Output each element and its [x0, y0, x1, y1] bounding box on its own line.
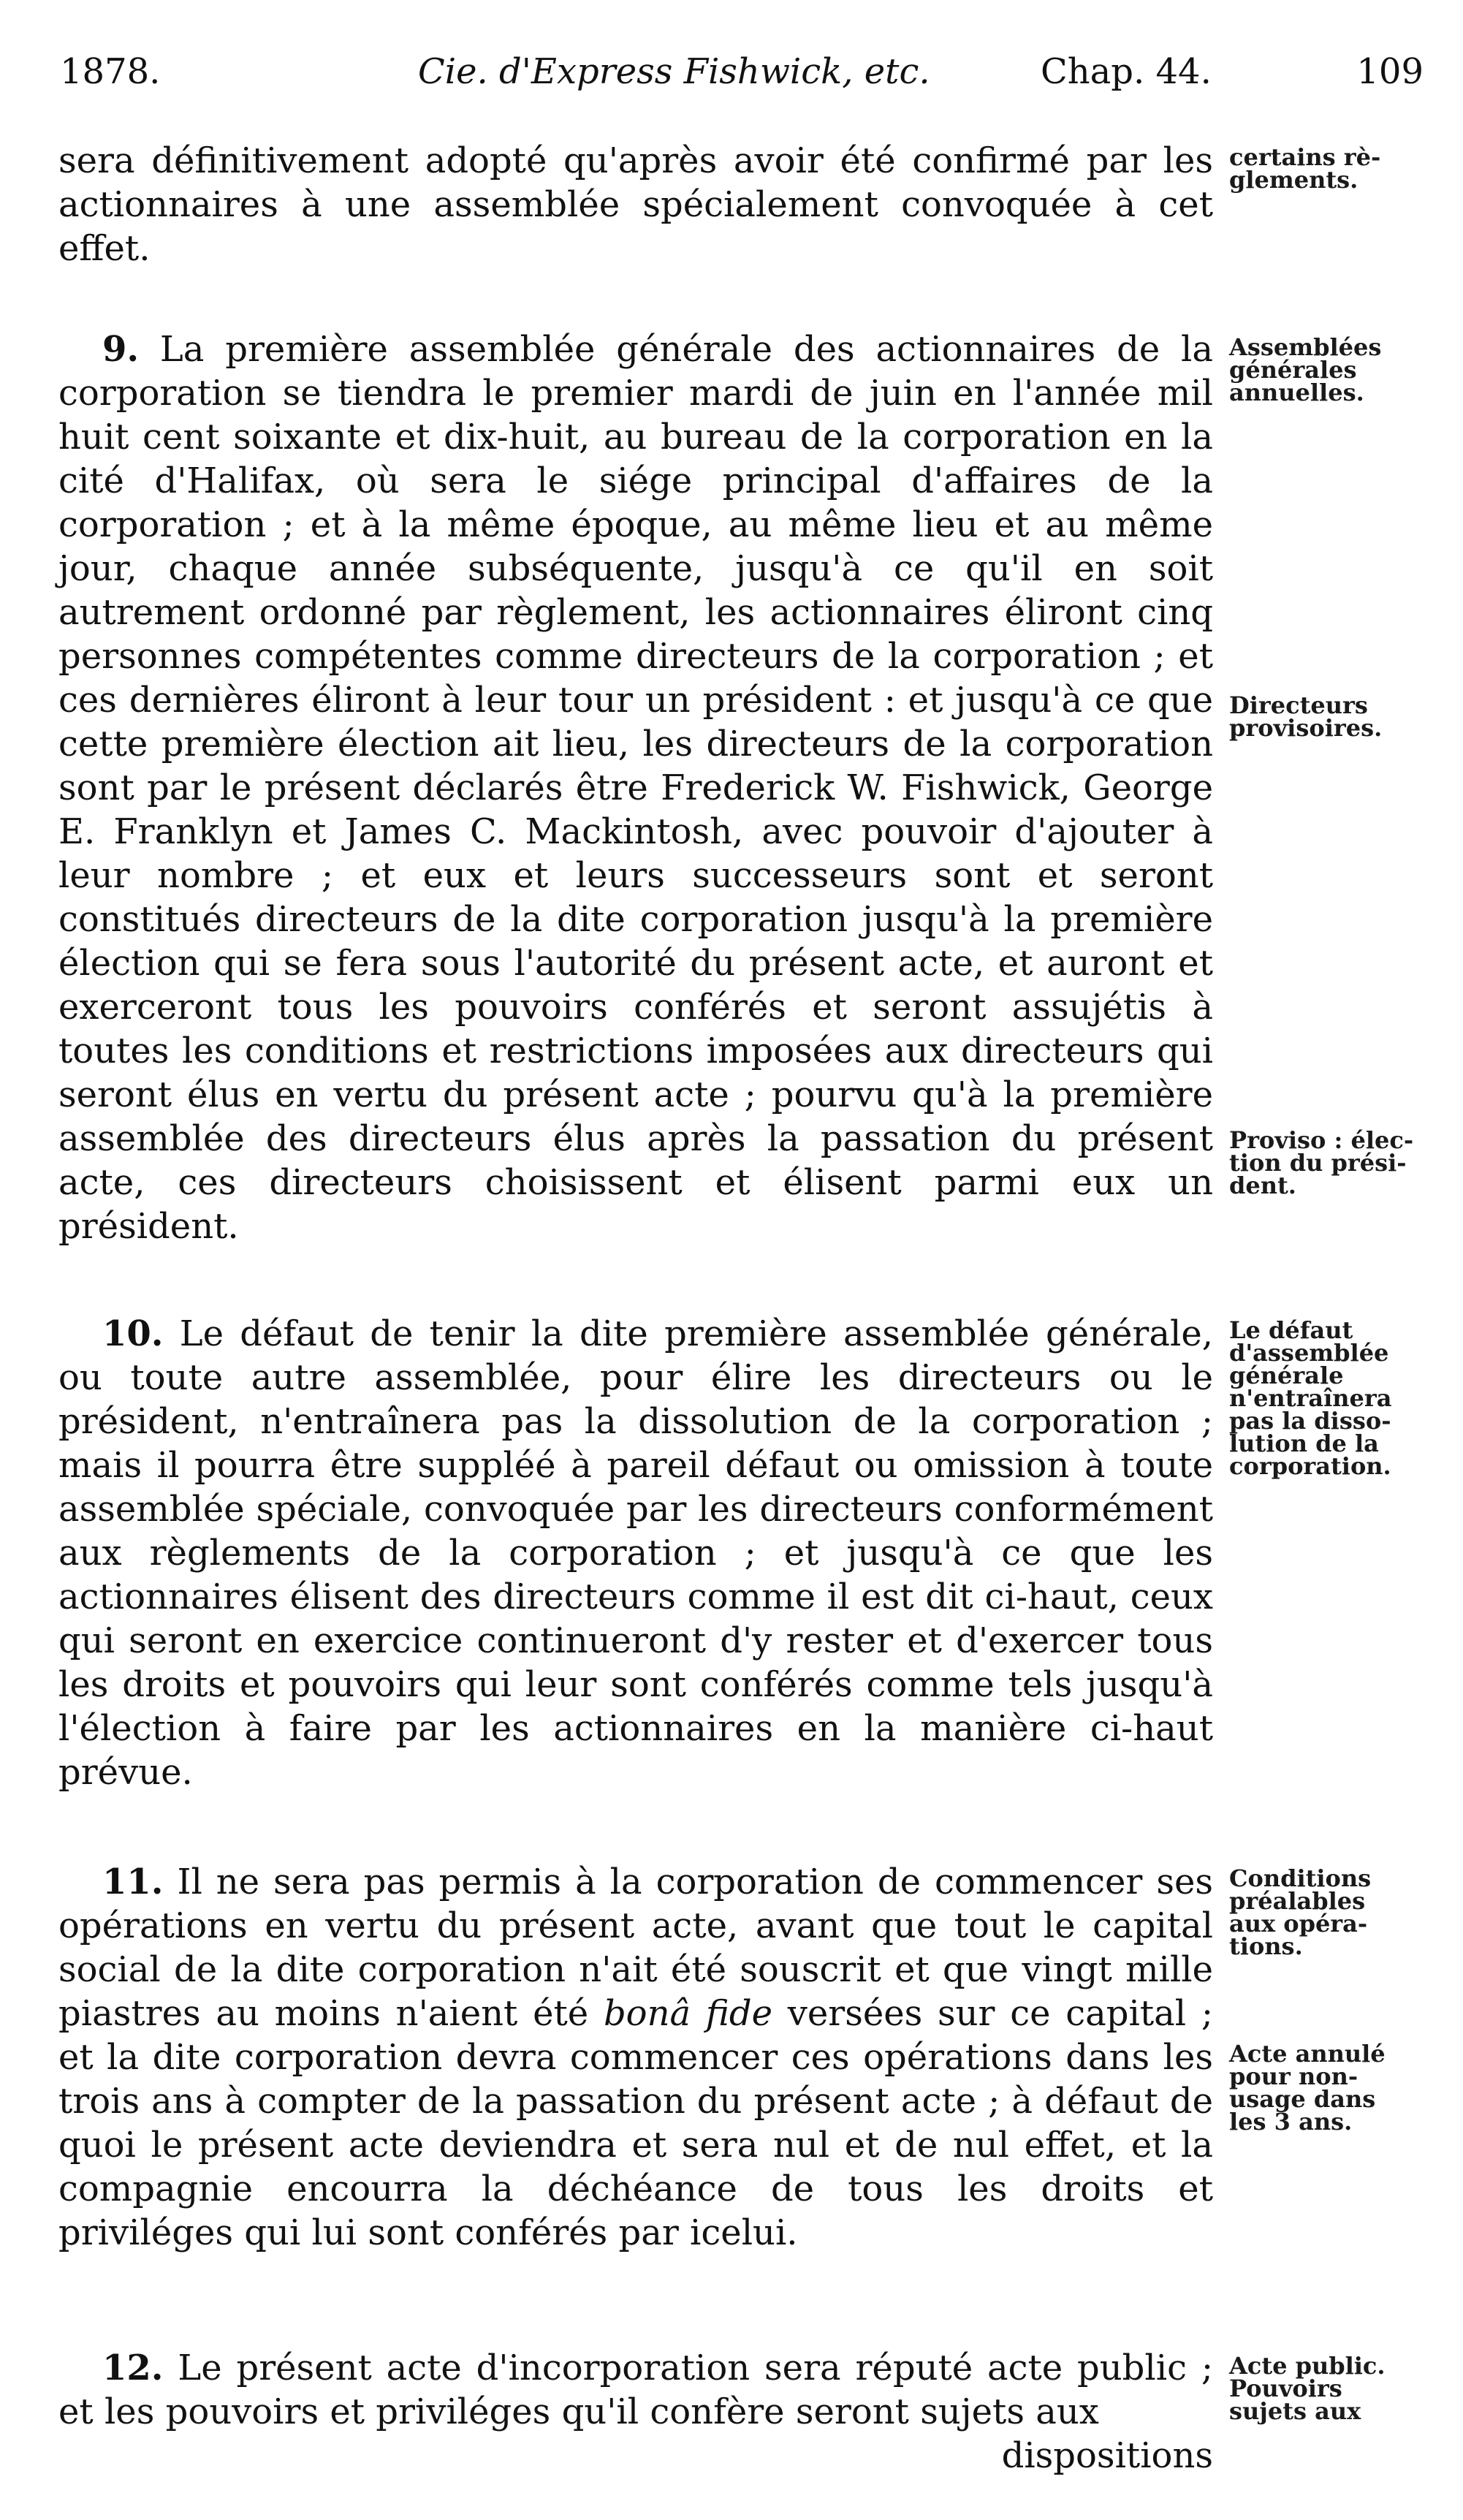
margin-note-directeurs: Directeurs provisoires. [1229, 691, 1383, 742]
section-9-text: La première assemblée générale des actionnaires de la corporation se tiendra le premier mardi de juin en l'année mil huit cent soixante et dix-huit, au bureau de la corporation en la cité d'Halifax, où sera le siége principal d'affaires de la corporation ; et à la même époque, au même lieu et au même jour, chaque année subséquente, jusqu'à ce qu'il en soit autrement ordonné par règlement, les actionnaires éliront cinq personnes compétentes comme directeurs de la corporation ; et ces dernières éliront à leur tour un président : et jusqu'à ce que cette première élection ait lieu, les directeurs de la corporation sont par le présent déclarés être Frederick W. Fishwick, George E. Franklyn et James C. Mackintosh, avec pouvoir d'ajouter à leur nombre ; et eux et leurs successeurs sont et seront constitués directeurs de la dite corporation jusqu'à la première élection qui se fera sous l'autorité du présent acte, et auront et exerceront tous les pouvoirs conférés et seront assujétis à toutes les conditions et restrictions imposées aux directeurs qui seront élus en vertu du présent acte ; pourvu qu'à la première assemblée des directeurs élus après la passation du présent acte, ces directeurs choisissent et élisent parmi eux un président. [58, 329, 1213, 1247]
section-11-number: 11. [102, 1861, 164, 1902]
header-page-number: 109 [1356, 51, 1424, 92]
margin-note-assemblees: Assemblées générales annuelles. [1229, 333, 1382, 406]
section-11 [58, 1860, 1213, 2255]
header-title: Cie. d'Express Fishwick, etc. [418, 51, 930, 92]
section-10 [58, 1312, 1213, 1794]
margin-note-acte-public: Acte public. Pouvoirs sujets aux [1229, 2352, 1386, 2425]
section-12-text: Le présent acte d'incorporation sera réputé acte public ; et les pouvoirs et priviléges qu'il confère seront sujets aux [58, 2348, 1213, 2432]
paragraph-intro [58, 139, 1213, 270]
margin-note-acte-annule: Acte annulé pour non- usage dans les 3 ans. [1229, 2040, 1386, 2136]
section-11-italic: bonâ fide [603, 1993, 772, 2034]
section-11-text-b: versées sur ce capital ; et la dite corporation devra commencer ces opérations dans les trois ans à compter de la passation du présent acte ; à défaut de quoi le présent acte deviendra et sera nul et de nul effet, et la compagnie encourra la déchéance de tous les droits et priviléges qui lui sont conférés par icelui. [58, 1993, 1214, 2253]
margin-note-reglements: certains rè- glements. [1229, 143, 1381, 194]
section-10-text: Le défaut de tenir la dite première assemblée générale, ou toute autre assemblée, pour élire les directeurs ou le président, n'entraînera pas la dissolution de la corporation ; mais il pourra être suppléé à pareil défaut ou omission à toute assemblée spéciale, convoquée par les directeurs conformément aux règlements de la corporation ; et jusqu'à ce que les actionnaires élisent des directeurs comme il est dit ci-haut, ceux qui seront en exercice continueront d'y rester et d'exercer tous les droits et pouvoirs qui leur sont conférés comme tels jusqu'à l'élection à faire par les actionnaires en la manière ci-haut prévue. [58, 1313, 1213, 1793]
section-9 [58, 327, 1213, 1248]
margin-note-conditions: Conditions préalables aux opéra- tions. [1229, 1864, 1372, 1960]
paragraph-intro-text: sera définitivement adopté qu'après avoir été confirmé par les actionnaires à une assemblée spécialement convoquée à cet effet. [58, 140, 1213, 269]
section-10-number: 10. [102, 1313, 164, 1354]
section-11-text-a: Il ne sera pas permis à la corporation de commencer ses opérations en vertu du présent acte, avant que tout le capital social de la dite corporation n'ait été souscrit et que vingt mille piastres au moins n'aient été [58, 1861, 1213, 2034]
header-year: 1878. [60, 51, 161, 92]
margin-note-proviso: Proviso : élec- tion du prési- dent. [1229, 1126, 1414, 1199]
running-header [60, 50, 1424, 101]
margin-note-defaut: Le défaut d'assemblée générale n'entraînera pas la disso- lution de la corporation. [1229, 1316, 1392, 1480]
section-12-last-line: dispositions [1001, 2435, 1213, 2476]
section-12 [58, 2346, 1213, 2434]
section-12-number: 12. [102, 2348, 164, 2388]
section-9-number: 9. [102, 329, 140, 370]
header-chapter: Chap. 44. [1041, 51, 1212, 92]
